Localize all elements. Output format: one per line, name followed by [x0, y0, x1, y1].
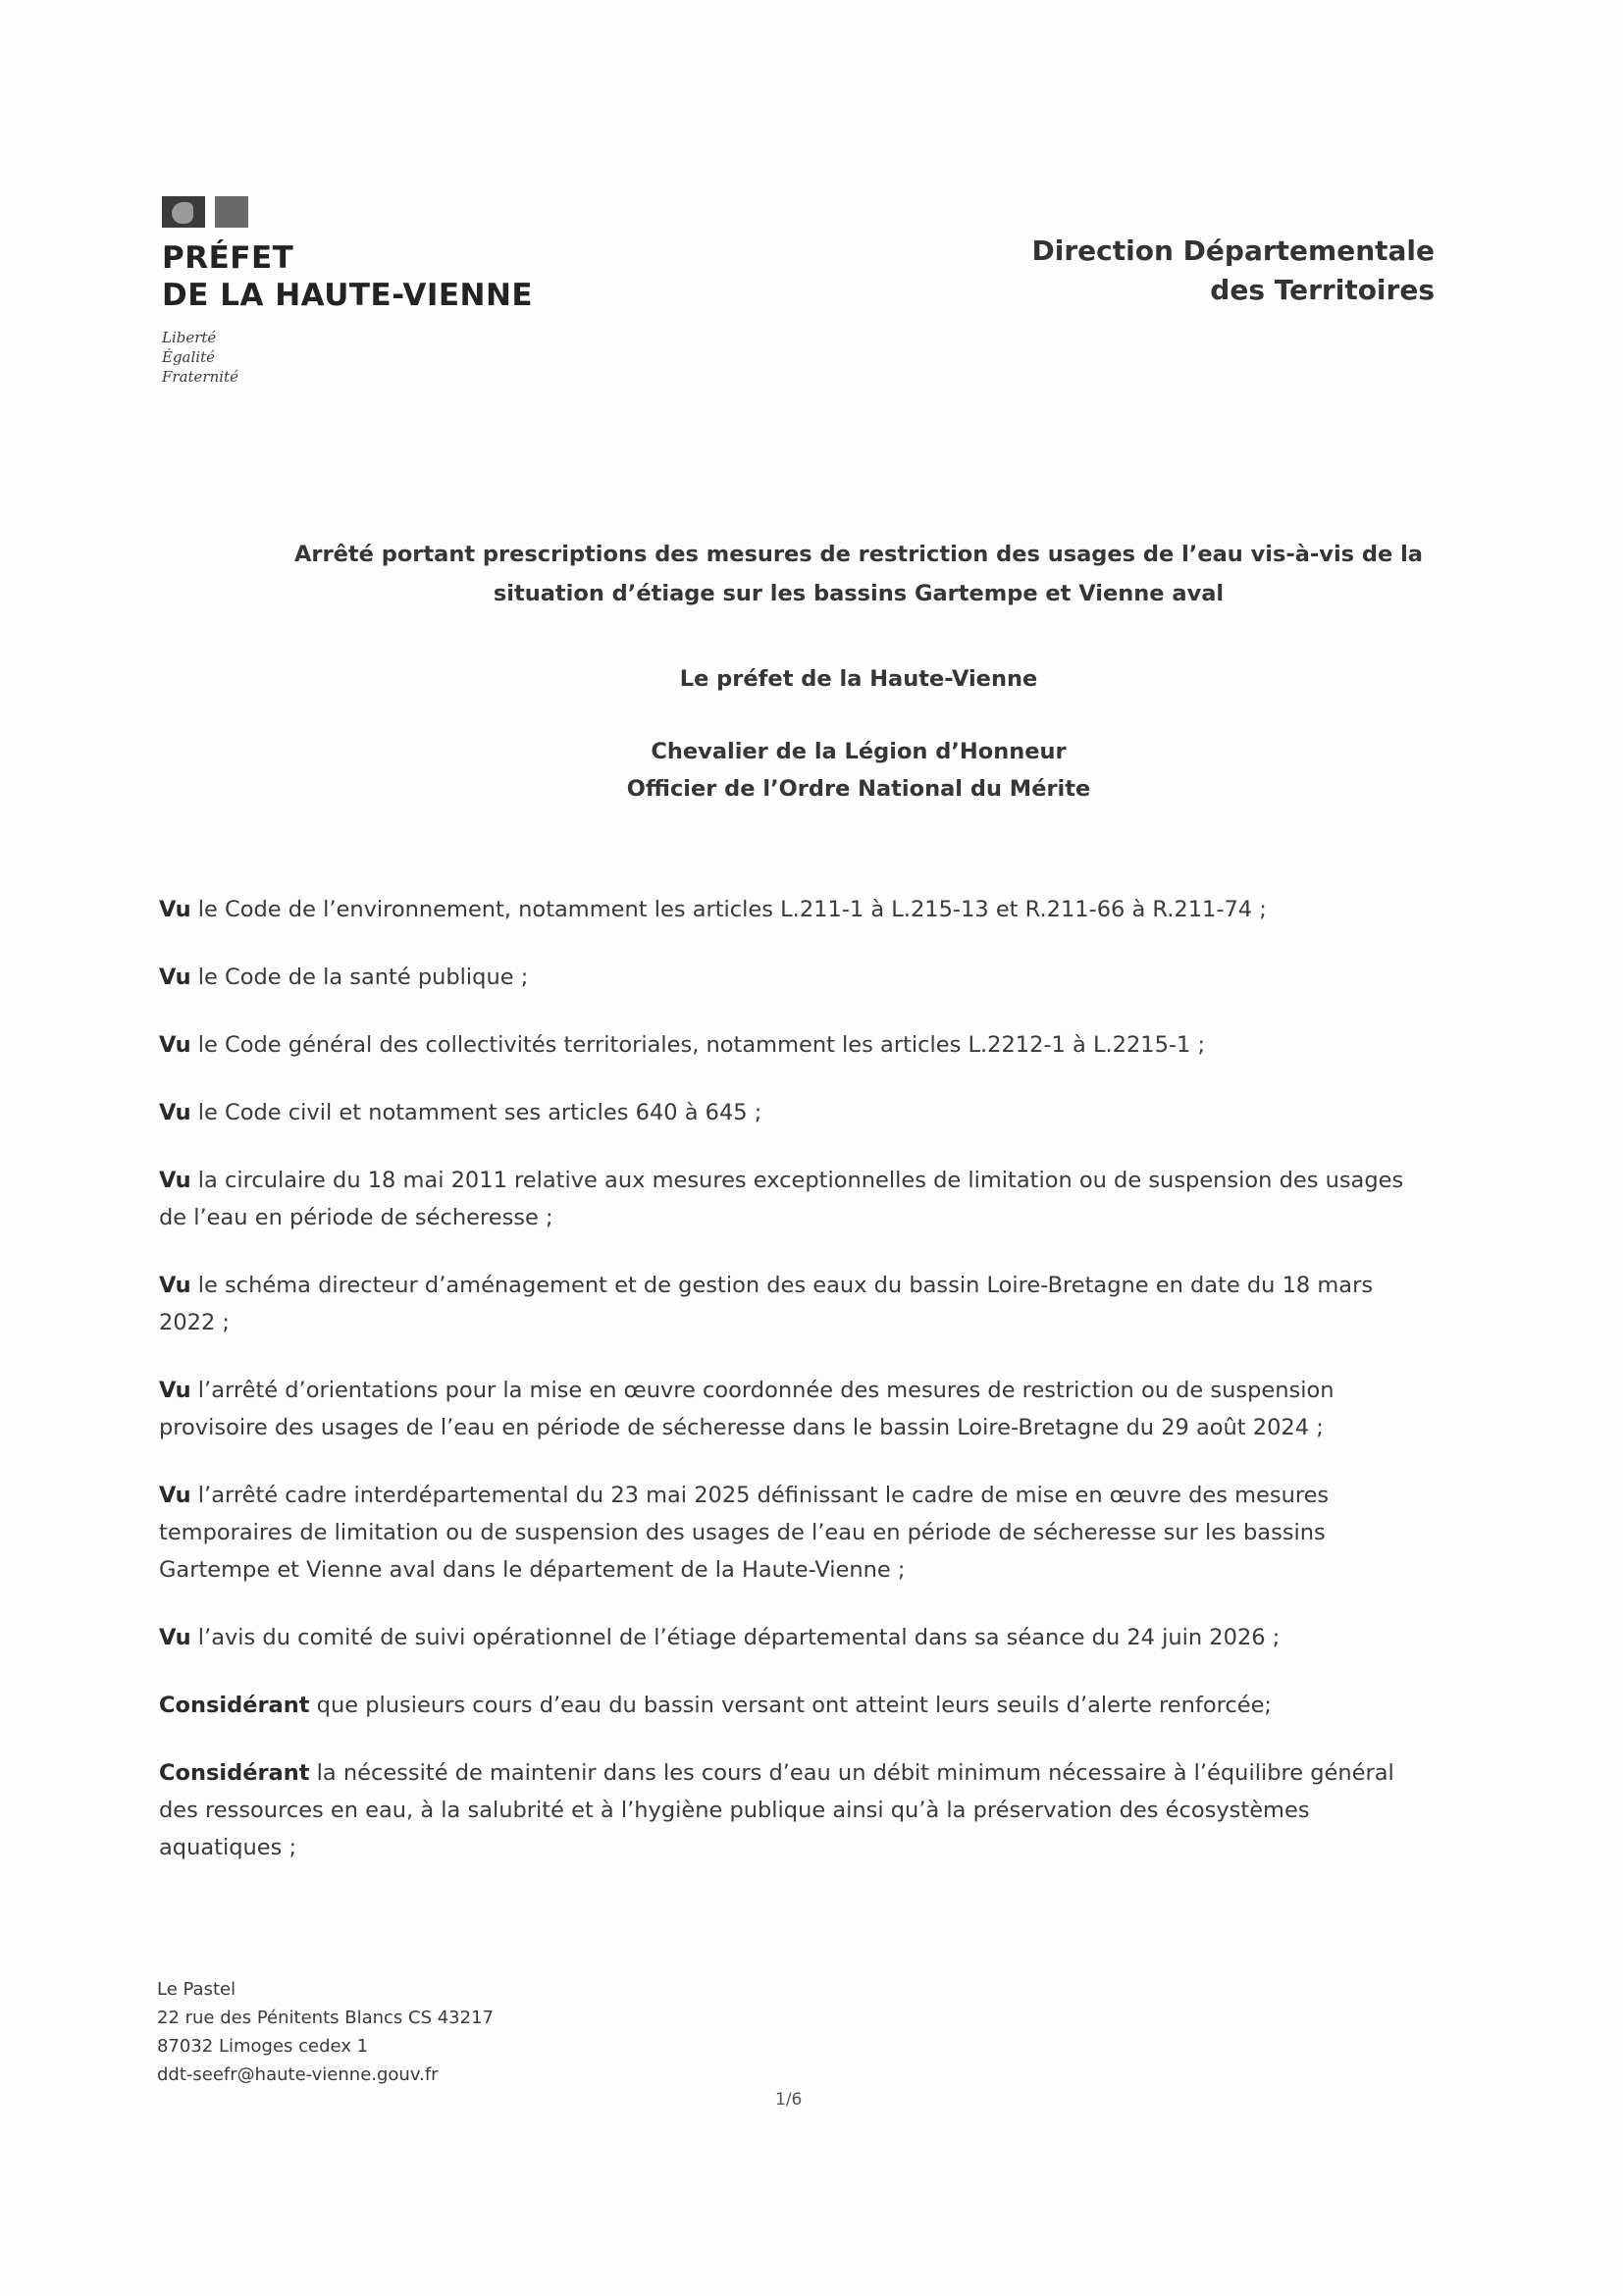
republic-motto — [162, 328, 574, 387]
page-number: 1/6 — [775, 2090, 803, 2110]
visa-paragraph: Vu l’arrêté d’orientations pour la mise en œuvre coordonnée des mesures de restriction ou de suspension provisoire des usages de l’eau en période de sécheresse dans le bassin Loire-Bretagne du 29 août 2024 ; — [159, 1378, 1335, 1440]
motto-egalite: Égalité — [162, 348, 215, 366]
considerant-paragraph: Considérant que plusieurs cours d’eau du bassin versant ont atteint leurs seuils d’alerte renforcée; — [159, 1693, 1272, 1718]
motto-fraternite: Fraternité — [162, 368, 238, 386]
decree-title-line-2: situation d’étiage sur les bassins Gartempe et Vienne aval — [493, 581, 1225, 606]
decree-title-block — [294, 535, 1423, 808]
visa-paragraph: Vu l’arrêté cadre interdépartemental du 23 mai 2025 définissant le cadre de mise en œuvre des mesures temporaires de limitation ou de suspension des usages de l’eau en période de sécheresse sur les bassins Gartempe et Vienne aval dans le département de la Haute-Vienne ; — [159, 1483, 1330, 1583]
address-city: 87032 Limoges cedex 1 — [157, 2036, 369, 2057]
footer-address — [157, 1975, 494, 2089]
visa-paragraph: Vu la circulaire du 18 mai 2011 relative aux mesures exceptionnelles de limitation ou de suspension des usages de l’eau en période de sécheresse ; — [159, 1168, 1404, 1230]
logo-department-line: DE LA HAUTE-VIENNE — [162, 278, 534, 313]
honour-merite: Officier de l’Ordre National du Mérite — [626, 776, 1091, 802]
visa-paragraph: Vu le Code général des collectivités territoriales, notamment les articles L.2212-1 à L.2215-1 ; — [159, 1032, 1206, 1058]
address-street: 22 rue des Pénitents Blancs CS 43217 — [157, 2008, 494, 2028]
issuing-direction — [1032, 232, 1435, 310]
considerant-paragraph: Considérant la nécessité de maintenir dans les cours d’eau un débit minimum nécessaire à l’équilibre général des ressources en eau, à la salubrité et à l’hygiène publique ainsi qu’à la préservation des écosystèmes aquatiques ; — [159, 1760, 1394, 1860]
visa-paragraph: Vu le Code civil et notamment ses articles 640 à 645 ; — [159, 1100, 762, 1125]
address-building: Le Pastel — [157, 1979, 236, 2000]
visa-paragraph: Vu l’avis du comité de suivi opérationnel de l’étiage départemental dans sa séance du 24 juin 2026 ; — [159, 1625, 1281, 1650]
decree-title-line-1: Arrêté portant prescriptions des mesures de restriction des usages de l’eau vis-à-vis de la — [294, 542, 1423, 567]
prefecture-logo-block — [162, 194, 574, 387]
decree-title — [294, 535, 1423, 613]
address-email: ddt-seefr@haute-vienne.gouv.fr — [157, 2064, 439, 2085]
direction-line-2: des Territoires — [1210, 274, 1435, 306]
logo-prefet-line: PRÉFET — [162, 240, 294, 276]
prefet-honours — [294, 733, 1423, 808]
motto-liberte: Liberté — [162, 329, 217, 346]
decree-body — [159, 891, 1415, 1897]
prefet-name: Le préfet de la Haute-Vienne — [679, 666, 1038, 692]
visa-paragraph: Vu le Code de la santé publique ; — [159, 965, 529, 990]
marianne-logo-icon — [162, 194, 255, 230]
visa-paragraph: Vu le schéma directeur d’aménagement et de gestion des eaux du bassin Loire-Bretagne en date du 18 mars 2022 ; — [159, 1273, 1374, 1335]
honour-legion: Chevalier de la Légion d’Honneur — [651, 739, 1067, 764]
visa-paragraph: Vu le Code de l’environnement, notamment les articles L.211-1 à L.215-13 et R.211-66 à R.211-74 ; — [159, 897, 1267, 922]
direction-line-1: Direction Départementale — [1031, 235, 1435, 267]
